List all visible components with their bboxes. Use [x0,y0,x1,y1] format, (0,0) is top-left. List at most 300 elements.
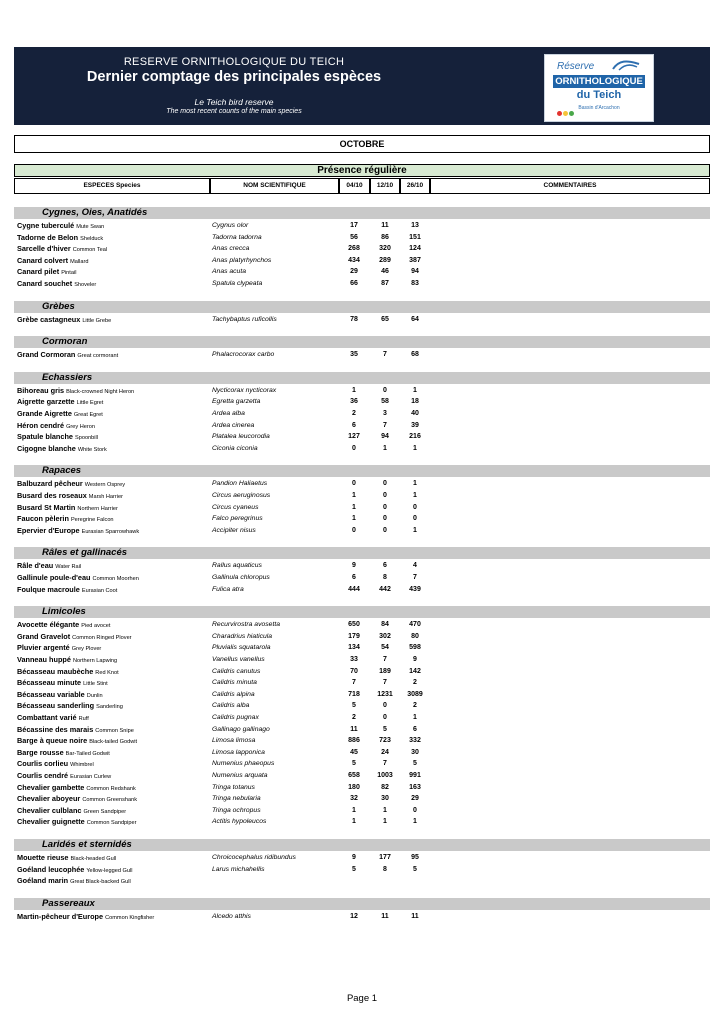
count-date-2: 84 [381,621,389,629]
scientific-name: Numenius phaeopus [212,760,275,768]
count-date-2: 0 [383,515,387,523]
count-date-2: 65 [381,315,389,323]
species-name: Chevalier gambette Common Redshank [17,782,136,792]
count-date-2: 8 [383,865,387,873]
table-row [14,677,710,689]
count-date-1: 886 [348,737,360,745]
count-date-1: 1 [352,492,356,499]
species-english: Eurasian Curlew [70,774,112,780]
table-row [14,255,710,267]
col-date-2: 12/10 [370,178,400,194]
species-name: Gallinule poule-d'eau Common Moorhen [17,573,139,582]
scientific-name: Ardea cinerea [212,421,255,429]
species-english: Pintail [61,270,77,277]
table-row [14,805,710,817]
scientific-name: Tadorna tadorna [212,233,262,241]
species-english: Black-headed Gull [70,856,117,862]
species-english: Black-tailed Godwit [89,739,138,746]
species-english: Northern Harrier [77,505,118,512]
count-date-3: 1 [413,818,417,826]
count-date-2: 320 [379,245,391,253]
count-date-3: 1 [413,444,417,452]
species-english: Black-crowned Night Heron [66,388,135,395]
species-english: Little Grebe [82,317,112,324]
count-date-1: 6 [352,574,356,581]
table-row [14,666,710,678]
species-name: Canard colvert Mallard [17,255,89,265]
reserve-logo [544,54,654,122]
section-title: Echassiers [42,371,93,383]
species-name: Barge à queue noire Black-tailed Godwit [17,736,138,746]
species-english: Shelduck [80,235,104,242]
scientific-name: Tringa totanus [212,783,255,791]
section-title: Râles et gallinacés [42,547,128,559]
count-date-3: 163 [409,783,421,791]
count-date-3: 95 [411,854,419,861]
count-date-1: 11 [350,725,358,733]
species-name: Bécassine des marais Common Snipe [17,724,134,734]
scientific-name: Ardea alba [212,410,245,417]
species-name: Héron cendré Grey Heron [17,420,95,430]
count-date-1: 6 [352,421,356,429]
scientific-name: Larus michahellis [212,865,265,873]
species-english: Great cormorant [77,353,119,360]
subtitle-english-2: The most recent counts of the main species [166,108,302,115]
scientific-name: Gallinago gallinago [212,725,270,733]
count-date-1: 29 [350,268,358,276]
species-name: Cigogne blanche White Stork [17,443,107,453]
table-row [14,408,710,420]
section-header [14,898,710,910]
count-date-2: 723 [379,737,391,745]
logo-line1: Réserve [557,61,595,72]
species-name: Busard des roseaux Marsh Harrier [17,491,123,500]
scientific-name: Recurvirostra avosetta [212,621,280,629]
species-english: Common Teal [72,247,108,254]
count-date-3: 6 [413,725,417,733]
count-date-1: 1 [352,515,356,523]
table-row [14,770,710,782]
species-english: Little Egret [76,400,104,407]
count-date-2: 82 [381,783,389,791]
month-title: OCTOBRE [14,135,710,153]
count-date-1: 444 [348,585,360,593]
scientific-name: Circus aeruginosus [212,492,271,499]
species-name: Bécasseau sanderling Sanderling [17,701,123,711]
logo-line3: du Teich [576,89,622,101]
table-row [14,735,710,747]
count-date-3: 470 [409,621,421,629]
count-date-3: 1 [413,386,417,394]
table-row [14,220,710,232]
table-row [14,631,710,643]
species-english: Pied avocet [81,623,111,630]
table-row [14,385,710,397]
count-date-1: 0 [352,480,356,488]
count-date-3: 151 [409,233,421,241]
count-date-3: 29 [411,795,419,803]
logo-line4: Bassin d'Arcachon [578,105,620,111]
count-date-3: 5 [413,865,417,873]
scientific-name: Platalea leucorodia [212,433,270,441]
scientific-name: Calidris minuta [212,679,257,687]
count-date-1: 718 [348,690,360,698]
count-date-1: 35 [350,351,358,359]
section-header [14,465,710,477]
count-date-1: 434 [348,256,360,264]
table-row [14,654,710,666]
count-date-3: 1 [413,526,417,534]
count-date-2: 1 [383,818,387,826]
count-date-2: 0 [383,480,387,488]
header-banner [14,47,710,125]
count-date-3: 5 [413,760,417,768]
count-date-2: 46 [381,268,389,276]
col-scientific: NOM SCIENTIFIQUE [210,178,339,194]
species-name: Spatule blanche Spoonbill [17,432,99,442]
section-title: Rapaces [42,465,82,477]
species-name: Chevalier aboyeur Common Greenshank [17,794,138,804]
count-date-3: 2 [413,679,417,687]
species-english: Dunlin [86,692,103,699]
species-name: Goéland marin Great Black-backed Gull [17,876,131,886]
logo-line2: ORNITHOLOGIQUE [553,75,645,88]
count-date-3: 9 [413,656,417,663]
table-row [14,443,710,455]
scientific-name: Tringa nebularia [212,795,261,803]
count-date-3: 1 [413,714,417,721]
count-date-2: 1 [383,444,387,452]
scientific-name: Pluvialis squatarola [212,644,271,652]
table-row [14,747,710,759]
table-row [14,278,710,290]
species-english: Red Knot [95,669,119,676]
species-name: Pluvier argenté Grey Plover [17,643,102,653]
table-row [14,314,710,326]
count-date-1: 56 [350,233,358,241]
species-english: Common Snipe [95,727,134,734]
scientific-name: Gallinula chloropus [212,574,270,581]
species-english: Sanderling [96,704,123,711]
count-date-3: 991 [409,772,421,779]
count-date-3: 1 [413,480,417,488]
species-name: Tadorne de Belon Shelduck [17,232,104,242]
count-date-1: 134 [348,644,360,652]
table-row [14,700,710,712]
species-name: Faucon pèlerin Peregrine Falcon [17,514,114,524]
scientific-name: Pandion Haliaetus [212,480,268,488]
section-title: Laridés et sternidés [42,839,132,850]
table-row [14,243,710,255]
table-row [14,758,710,770]
species-english: Marsh Harrier [88,494,123,500]
species-english: Grey Heron [66,423,95,430]
species-english: Bar-Tailed Godwit [65,750,110,757]
species-name: Avocette élégante Pied avocet [17,620,111,630]
species-name: Mouette rieuse Black-headed Gull [17,853,117,862]
species-english: Shoveler [74,282,97,288]
count-date-3: 0 [413,806,417,814]
species-name: Martin-pêcheur d'Europe Common Kingfisher [17,911,155,921]
species-name: Epervier d'Europe Eurasian Sparrowhawk [17,525,140,535]
species-name: Foulque macroule Eurasian Coot [17,584,118,594]
count-date-2: 189 [379,667,391,675]
scientific-name: Tachybaptus ruficollis [212,315,277,323]
table-row [14,793,710,805]
scientific-name: Limosa limosa [212,737,256,745]
species-name: Goéland leucophée Yellow-legged Gull [17,864,133,874]
species-english: Common Greenshank [82,797,138,804]
table-row [14,349,710,361]
count-date-3: 439 [409,585,421,593]
org-name: RESERVE ORNITHOLOGIQUE DU TEICH [123,56,345,68]
count-date-2: 24 [381,748,389,756]
count-date-2: 6 [383,562,387,570]
count-date-3: 64 [411,315,419,323]
count-date-1: 1 [352,386,356,394]
scientific-name: Calidris canutus [212,667,261,675]
column-header [14,178,710,194]
count-date-3: 18 [411,398,419,406]
page-title: Dernier comptage des principales espèces [86,69,382,85]
count-date-1: 5 [352,865,356,873]
species-english: Spoonbill [75,435,99,442]
species-name: Aigrette garzette Little Egret [17,397,104,407]
count-date-1: 650 [348,621,360,629]
scientific-name: Falco peregrinus [212,515,263,523]
count-date-2: 5 [383,725,387,733]
table-row [14,864,710,876]
count-date-1: 1 [352,818,356,826]
count-date-2: 7 [383,760,387,768]
species-name: Bihoreau gris Black-crowned Night Heron [17,385,135,395]
section-title: Grèbes [42,300,75,312]
scientific-name: Limosa lapponica [212,748,265,756]
species-english: Great Black-backed Gull [70,879,131,886]
count-date-3: 0 [413,515,417,523]
table-row [14,642,710,654]
species-name: Balbuzard pêcheur Western Osprey [17,479,126,489]
species-name: Vanneau huppé Northern Lapwing [17,655,118,664]
scientific-name: Cygnus olor [212,222,249,229]
count-date-1: 33 [350,656,358,663]
page-number: Page 1 [346,993,378,1004]
count-date-2: 87 [381,280,389,287]
count-date-1: 9 [352,854,356,861]
count-date-1: 45 [350,748,358,756]
count-date-3: 83 [411,280,419,287]
table-row [14,911,710,923]
table-row [14,712,710,724]
table-row [14,852,710,864]
scientific-name: Anas crecca [212,245,250,253]
table-row [14,502,710,514]
subtitle-english: Le Teich bird reserve [194,97,274,107]
count-date-2: 1 [383,806,387,814]
table-row [14,816,710,828]
species-english: Whimbrel [70,762,94,769]
count-date-3: 39 [411,421,419,429]
bird-logo-icon [611,58,641,72]
table-row [14,619,710,631]
count-date-1: 0 [352,526,356,534]
species-name: Canard pilet Pintail [17,267,77,277]
count-date-2: 54 [381,644,389,652]
section-header [14,336,710,348]
count-date-1: 2 [352,714,356,721]
species-english: Green Sandpiper [83,808,127,815]
species-english: Peregrine Falcon [70,517,114,524]
col-species: ESPECES Species [14,178,210,194]
scientific-name: Accipiter nisus [212,526,256,534]
count-date-2: 0 [383,386,387,394]
species-name: Chevalier culblanc Green Sandpiper [17,805,127,815]
scientific-name: Circus cyaneus [212,503,259,511]
species-english: Western Osprey [84,482,126,489]
species-name: Courlis cendré Eurasian Curlew [17,771,112,780]
table-row [14,431,710,443]
count-date-3: 0 [413,503,417,511]
scientific-name: Phalacrocorax carbo [212,351,275,359]
count-date-1: 1 [352,806,356,814]
count-date-3: 68 [411,351,419,359]
count-date-2: 442 [379,585,391,593]
scientific-name: Alcedo atthis [212,912,251,920]
table-row [14,513,710,525]
col-date-3: 26/10 [400,178,430,194]
count-date-2: 3 [383,410,387,417]
count-date-2: 58 [381,398,389,406]
count-date-3: 30 [411,748,419,756]
species-english: Ruff [78,716,89,722]
species-english: Common Redshank [86,785,136,792]
count-date-3: 124 [409,245,421,253]
count-date-3: 40 [411,410,419,417]
scientific-name: Fulica atra [212,585,244,593]
species-english: Common Sandpiper [86,820,137,827]
count-date-1: 12 [350,912,358,920]
count-date-2: 7 [383,421,387,429]
scientific-name: Tringa ochropus [212,806,261,814]
count-date-1: 179 [348,632,360,640]
species-english: Common Kingfisher [105,914,155,921]
table-row [14,232,710,244]
count-date-3: 7 [413,574,417,581]
count-date-2: 302 [379,632,391,640]
col-date-1: 04/10 [339,178,370,194]
count-date-2: 7 [383,656,387,663]
count-date-3: 216 [409,433,421,441]
section-header [14,606,710,618]
count-date-3: 332 [409,737,421,745]
count-date-3: 1 [413,492,417,499]
species-english: Mute Swan [76,224,105,230]
species-english: Grey Plover [71,646,102,653]
species-english: Yellow-legged Gull [86,867,133,874]
count-date-1: 180 [348,783,360,791]
species-english: Northern Lapwing [72,658,118,664]
table-row [14,724,710,736]
scientific-name: Spatula clypeata [212,280,263,287]
count-date-1: 127 [348,433,360,441]
count-date-3: 11 [411,912,419,920]
count-date-1: 268 [348,245,360,253]
count-date-3: 94 [411,268,419,276]
species-name: Canard souchet Shoveler [17,279,97,288]
count-date-2: 7 [383,351,387,359]
count-date-1: 1 [352,503,356,511]
count-date-2: 0 [383,526,387,534]
table-row [14,572,710,584]
count-date-2: 94 [381,433,389,441]
count-date-1: 658 [348,772,360,779]
species-english: Common Moorhen [92,576,139,582]
table-row [14,584,710,596]
table-row [14,689,710,701]
count-date-3: 3089 [407,690,423,698]
section-header [14,301,710,313]
count-date-1: 5 [352,760,356,768]
count-date-2: 0 [383,714,387,721]
scientific-name: Calidris pugnax [212,714,259,721]
count-date-2: 1231 [377,690,393,698]
species-name: Sarcelle d'hiver Common Teal [17,244,108,254]
scientific-name: Anas acuta [212,268,247,276]
count-date-2: 8 [383,574,387,581]
scientific-name: Vanellus vanellus [212,656,265,663]
species-english: White Stork [77,446,107,453]
table-row [14,560,710,572]
table-row [14,396,710,408]
count-date-2: 30 [381,795,389,803]
table-row [14,875,710,887]
species-english: Eurasian Sparrowhawk [81,528,140,535]
species-name: Bécasseau variable Dunlin [17,689,103,699]
species-english: Mallard [70,258,89,265]
species-name: Bécasseau minute Little Stint [17,678,108,688]
species-name: Grand Gravelot Common Ringed Plover [17,631,132,641]
count-date-1: 0 [352,444,356,452]
scientific-name: Numenius arquata [212,772,268,779]
scientific-name: Chroicocephalus ridibundus [212,854,296,861]
species-english: Eurasian Coot [81,587,118,594]
scientific-name: Egretta garzetta [212,398,261,406]
table-row [14,266,710,278]
section-title: Passereaux [42,897,95,909]
species-name: Busard St Martin Northern Harrier [17,502,118,512]
scientific-name: Nycticorax nycticorax [212,386,277,394]
species-name: Grande Aigrette Great Egret [17,409,103,418]
count-date-1: 66 [350,280,358,287]
species-english: Little Stint [83,681,108,688]
count-date-2: 7 [383,679,387,687]
count-date-2: 289 [379,256,391,264]
count-date-3: 387 [409,256,421,264]
count-date-2: 177 [379,854,391,861]
count-date-1: 2 [352,410,356,417]
section-title: Cygnes, Oies, Anatidés [42,207,148,218]
species-name: Barge rousse Bar-Tailed Godwit [17,747,110,757]
species-name: Grèbe castagneux Little Grebe [17,314,112,324]
scientific-name: Charadrius hiaticula [212,632,273,640]
count-date-2: 11 [381,912,389,920]
species-name: Grand Cormoran Great cormorant [17,350,119,360]
col-comments: COMMENTAIRES [430,178,710,194]
count-date-3: 598 [409,644,421,652]
species-english: Common Ringed Plover [72,634,132,641]
species-name: Bécasseau maubèche Red Knot [17,666,119,676]
species-name: Combattant varié Ruff [17,713,89,722]
